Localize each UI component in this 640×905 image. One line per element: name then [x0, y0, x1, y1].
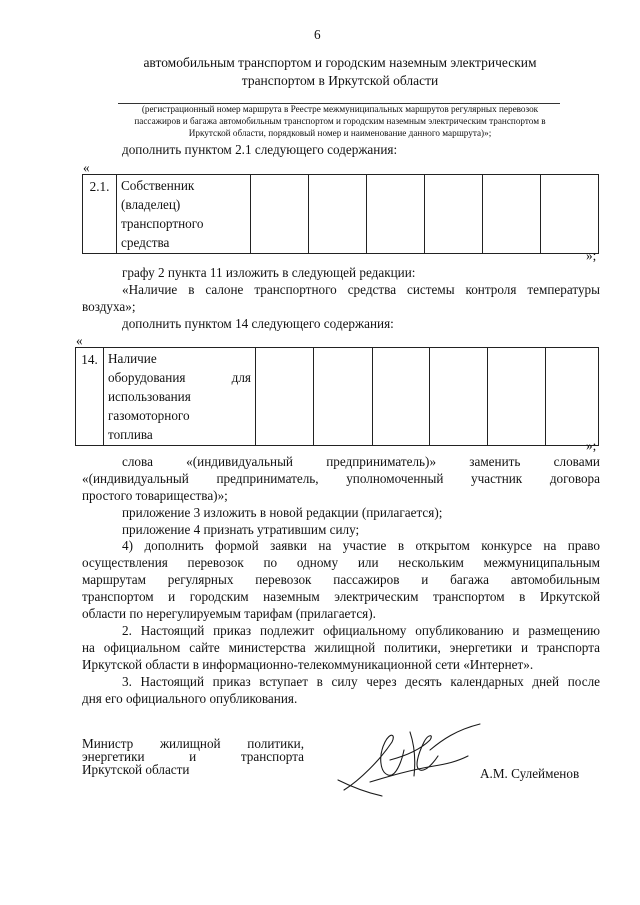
table-cell-empty	[430, 348, 488, 446]
paragraph-2-line-1: 2. Настоящий приказ подлежит официальному опубликованию и размещению	[122, 623, 600, 638]
paragraph-app-4: приложение 4 признать утратившим силу;	[122, 522, 360, 537]
note-line-1: (регистрационный номер маршрута в Реестре межмуниципальных маршрутов регулярных перевозок	[141, 104, 539, 114]
paragraph-app-3: приложение 3 изложить в новой редакции (прилагается);	[122, 505, 443, 520]
signatory-title-line-2: энергетики и транспорта	[82, 749, 304, 764]
table-cell-number: 2.1.	[83, 175, 117, 254]
paragraph-add-14: дополнить пунктом 14 следующего содержания:	[122, 316, 394, 331]
note-line-3: Иркутской области, порядковый номер и наименование данного маршрута)»;	[188, 128, 492, 138]
table-cell-empty	[488, 348, 546, 446]
label-word: для	[231, 370, 251, 385]
table-item-2-1	[82, 174, 599, 254]
table-cell-empty	[373, 348, 430, 446]
header-line-2: транспортом в Иркутской области	[241, 73, 439, 88]
table-item-14	[75, 347, 599, 446]
table-cell-label	[117, 175, 251, 254]
signature-stroke	[344, 735, 404, 790]
table-cell-label	[104, 348, 256, 446]
label-line	[108, 368, 251, 387]
paragraph-2-line-3: Иркутской области в информационно-телекоммуникационной сети «Интернет».	[82, 657, 534, 672]
table-cell-empty	[367, 175, 425, 254]
paragraph-4-line-2: осуществления перевозок по одному или нескольким межмуниципальным	[82, 555, 600, 570]
paragraph-quote-line-2: воздуха»;	[82, 299, 136, 314]
label-line: использования	[108, 389, 191, 404]
paragraph-quote-line-1: «Наличие в салоне транспортного средства системы контроля температуры	[122, 282, 600, 297]
table-cell-empty	[483, 175, 541, 254]
paragraph-2-line-2: на официальном сайте министерства жилищной политики, энергетики и транспорта	[82, 640, 600, 655]
table-cell-empty	[541, 175, 599, 254]
paragraph-3-line-2: дня его официального опубликования.	[82, 691, 298, 706]
paragraph-words-line-1: слова «(индивидуальный предприниматель)» заменить словами	[122, 454, 600, 469]
signatory-name: А.М. Сулейменов	[480, 766, 580, 781]
table-cell-empty	[314, 348, 373, 446]
close-quote-1: »;	[586, 248, 597, 263]
paragraph-4-line-4: транспортом и городским наземным электрическим транспортом в Иркутской	[82, 589, 600, 604]
note-line-2: пассажиров и багажа автомобильным транспортом и городским наземным электрическим транспортом в	[134, 116, 546, 126]
paragraph-add-2-1: дополнить пунктом 2.1 следующего содержания:	[122, 142, 398, 157]
page-number: 6	[314, 27, 321, 42]
label-line: газомоторного	[108, 408, 190, 423]
table-cell-empty	[425, 175, 483, 254]
signature-stroke	[410, 732, 415, 776]
label-line: транспортного	[121, 216, 204, 231]
label-line: (владелец)	[121, 197, 181, 212]
open-quote-1: «	[83, 160, 90, 175]
label-line: топлива	[108, 427, 153, 442]
label-line: Наличие	[108, 351, 157, 366]
table-cell-number: 14.	[76, 348, 104, 446]
label-line: средства	[121, 235, 170, 250]
paragraph-3-line-1: 3. Настоящий приказ вступает в силу через десять календарных дней после	[122, 674, 600, 689]
signatory-title-line-1: Министр жилищной политики,	[82, 736, 304, 751]
paragraph-graf-2: графу 2 пункта 11 изложить в следующей редакции:	[122, 265, 416, 280]
label-word: оборудования	[108, 370, 186, 385]
paragraph-4-line-1: 4) дополнить формой заявки на участие в открытом конкурсе на право	[122, 538, 600, 553]
table-cell-empty	[309, 175, 367, 254]
table-cell-empty	[256, 348, 314, 446]
signature-stroke	[430, 724, 480, 750]
paragraph-4-line-5: области по нерегулируемым тарифам (прилагается).	[82, 606, 376, 621]
paragraph-words-line-2: «(индивидуальный предприниматель, уполномоченный участник договора	[82, 471, 600, 486]
paragraph-words-line-3: простого товарищества)»;	[82, 488, 228, 503]
close-quote-2: »;	[586, 438, 597, 453]
handwritten-signature	[330, 720, 490, 800]
signature-stroke	[338, 780, 382, 796]
label-line: Собственник	[121, 178, 195, 193]
signatory-title-line-3: Иркутской области	[82, 762, 190, 777]
signature-stroke	[370, 756, 468, 782]
table-cell-empty	[546, 348, 599, 446]
table-cell-empty	[251, 175, 309, 254]
paragraph-4-line-3: маршрутам регулярных перевозок пассажиров и багажа автомобильным	[82, 572, 600, 587]
header-line-1: автомобильным транспортом и городским наземным электрическим	[143, 55, 537, 70]
open-quote-2: «	[76, 333, 83, 348]
